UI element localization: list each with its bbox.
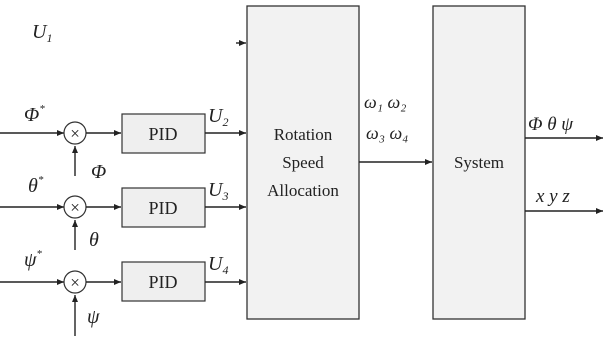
theta-sum-symbol: × xyxy=(70,198,80,217)
psi-feedback-label: ψ xyxy=(87,306,100,328)
allocation-label-line3: Allocation xyxy=(267,181,339,200)
theta-reference-label: θ* xyxy=(28,174,44,197)
rotor-speeds-label-2: ω₃ ω₄ xyxy=(366,123,409,143)
pid-label-theta: PID xyxy=(148,198,178,218)
rotor-speeds-label-1: ω₁ ω₂ xyxy=(364,92,407,112)
attitude-output-label: Φ θ ψ xyxy=(528,114,574,135)
allocation-label-line2: Speed xyxy=(282,153,324,172)
theta-feedback-label: θ xyxy=(89,229,99,251)
pid-label-psi: PID xyxy=(148,272,178,292)
phi-reference-label: Φ* xyxy=(24,103,45,126)
phi-feedback-label: Φ xyxy=(91,161,107,183)
system-label: System xyxy=(453,153,505,172)
u3-label: $U_3$ xyxy=(208,179,229,203)
position-output-label: x y z xyxy=(536,186,570,207)
u1-label: $U_1$ xyxy=(32,21,53,45)
u4-label: $U_4$ xyxy=(208,253,229,277)
psi-sum-symbol: × xyxy=(70,273,80,292)
psi-reference-label: ψ* xyxy=(24,248,42,271)
u2-label: $U_2$ xyxy=(208,105,229,129)
pid-label-phi: PID xyxy=(148,124,178,144)
allocation-label-line1: Rotation xyxy=(273,125,333,144)
phi-sum-symbol: × xyxy=(70,124,80,143)
